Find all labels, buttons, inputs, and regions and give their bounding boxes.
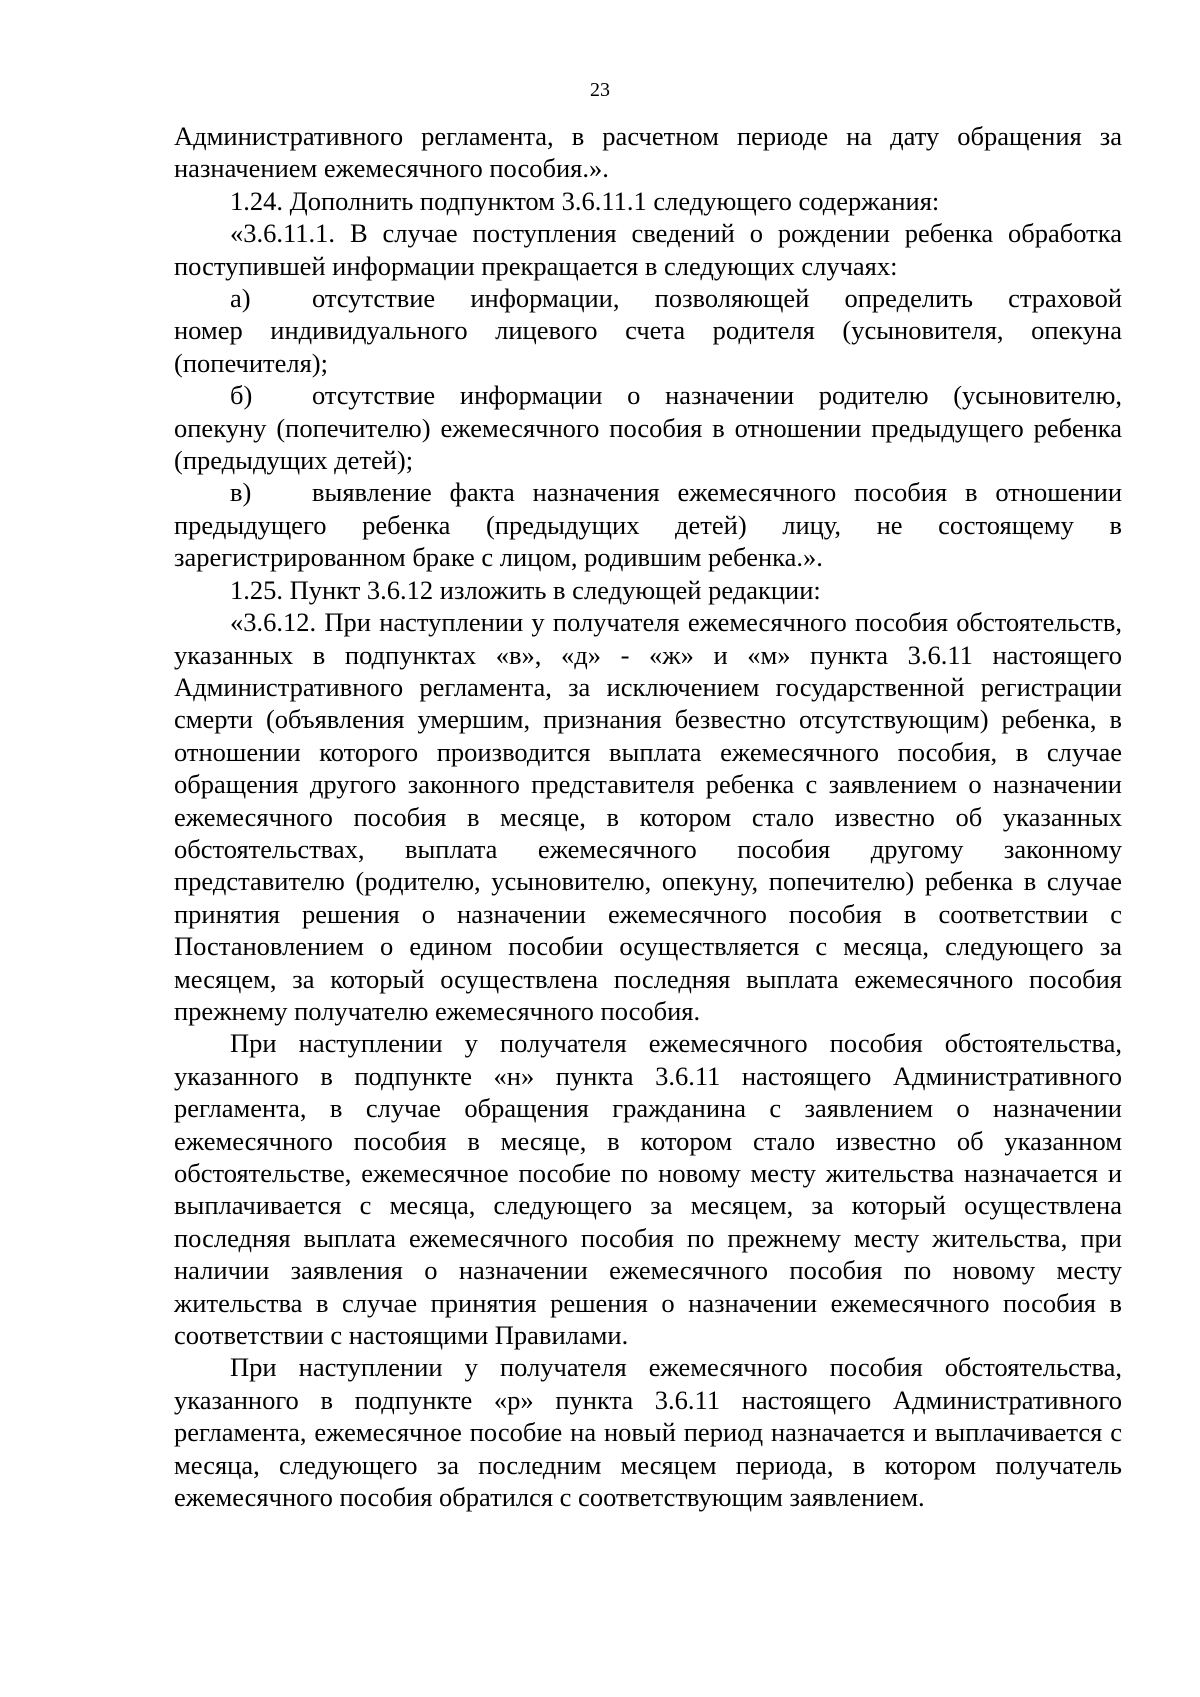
list-item-a-first-line: отсутствие информации, позволяющей определить страховой (312, 283, 1122, 314)
list-item-b-first-line: отсутствие информации о назначении родителю (усыновителю, (312, 380, 1122, 411)
paragraph-item-1-24: 1.24. Дополнить подпунктом 3.6.11.1 следующего содержания: (230, 185, 940, 216)
list-item-a-continuation: номер индивидуального лицевого счета родителя (усыновителя, опекуна (попечителя); (174, 315, 1122, 378)
document-body (174, 120, 1122, 1513)
paragraph-subitem-3-6-11-1: «3.6.11.1. В случае поступления сведений о рождении ребенка обработка поступившей информации прекращается в следующих случаях: (174, 218, 1122, 281)
page-number: 23 (590, 79, 610, 101)
paragraph-subitem-n: При наступлении у получателя ежемесячного пособия обстоятельства, указанного в подпункте «н» пункта 3.6.11 настоящего Административного регламента, в случае обращения гражданина с заявлением о назначении ежемесячного пособия в месяце, в котором стало известно об указанном обстоятельстве, ежемесячное пособие по новому месту жительства назначается и выплачивается с месяца, следующего за месяцем, за который осуществлена последняя выплата ежемесячного пособия по прежнему месту жительства, при наличии заявления о назначении ежемесячного пособия по новому месту жительства в случае принятия решения о назначении ежемесячного пособия в соответствии с настоящими Правилами. (174, 1028, 1122, 1351)
list-marker-v: в) (230, 477, 252, 508)
list-item-v-continuation: предыдущего ребенка (предыдущих детей) лицу, не состоящему в зарегистрированном браке с лицом, родившим ребенка.». (174, 509, 1122, 573)
list-item-v (174, 476, 1122, 573)
list-item-b (174, 379, 1122, 476)
list-marker-a: а) (230, 283, 251, 314)
paragraph-continuation: Административного регламента, в расчетном периоде на дату обращения за назначением ежемесячного пособия.». (174, 121, 1122, 184)
list-marker-b: б) (230, 380, 253, 411)
list-item-v-first-line: выявление факта назначения ежемесячного пособия в отношении (312, 477, 1122, 508)
paragraph-item-1-25: 1.25. Пункт 3.6.12 изложить в следующей редакции: (230, 574, 821, 605)
list-item-b-continuation: опекуну (попечителю) ежемесячного пособия в отношении предыдущего ребенка (предыдущих детей); (174, 412, 1122, 476)
paragraph-3-6-12: «3.6.12. При наступлении у получателя ежемесячного пособия обстоятельств, указанных в подпунктах «в», «д» - «ж» и «м» пункта 3.6.11 настоящего Административного регламента, за исключением государственной регистрации смерти (объявления умершим, признания безвестно отсутствующим) ребенка, в отношении которого производится выплата ежемесячного пособия, в случае обращения другого законного представителя ребенка с заявлением о назначении ежемесячного пособия в месяце, в котором стало известно об указанных обстоятельствах, выплата ежемесячного пособия другому законному представителю (родителю, усыновителю, опекуну, попечителю) ребенка в случае принятия решения о назначении ежемесячного пособия в соответствии с Постановлением о едином пособии осуществляется с месяца, следующего за месяцем, за который осуществлена последняя выплата ежемесячного пособия прежнему получателю ежемесячного пособия. (174, 607, 1122, 1026)
list-item-a (174, 282, 1122, 379)
paragraph-subitem-r: При наступлении у получателя ежемесячного пособия обстоятельства, указанного в подпункте «р» пункта 3.6.11 настоящего Административного регламента, ежемесячное пособие на новый период назначается и выплачивается с месяца, следующего за последним месяцем периода, в котором получатель ежемесячного пособия обратился с соответствующим заявлением. (174, 1352, 1122, 1513)
